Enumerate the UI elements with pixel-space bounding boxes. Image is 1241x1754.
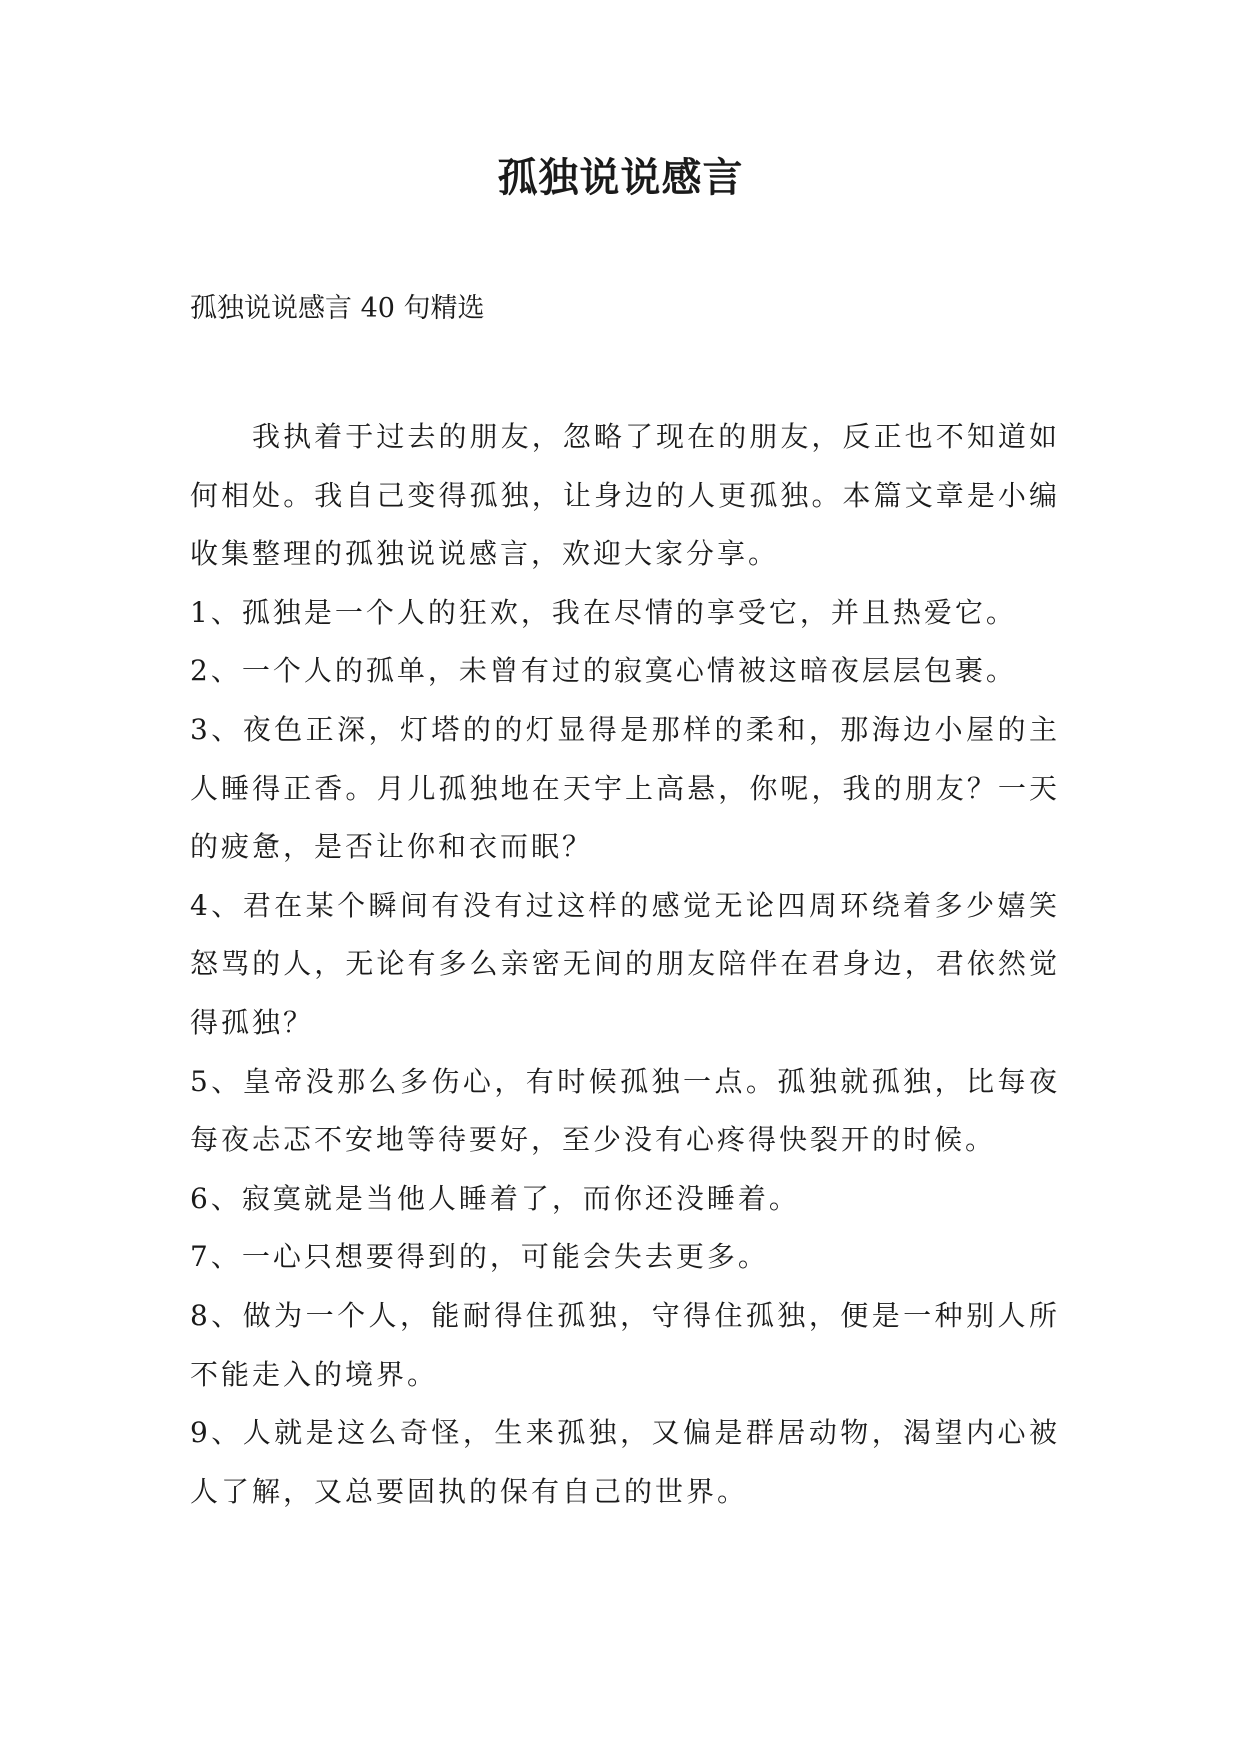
list-item: 1、孤独是一个人的狂欢，我在尽情的享受它，并且热爱它。 [190, 595, 1017, 629]
document-body [190, 408, 1060, 1521]
document-title: 孤独说说感言 [497, 154, 744, 201]
list-item: 5、皇帝没那么多伤心，有时候孤独一点。孤独就孤独，比每夜每夜忐忑不安地等待要好，至少没有心疼得快裂开的时候。 [190, 1064, 1060, 1157]
list-item: 6、寂寞就是当他人睡着了，而你还没睡着。 [190, 1181, 800, 1215]
list-item: 9、人就是这么奇怪，生来孤独，又偏是群居动物，渴望内心被人了解，又总要固执的保有自己的世界。 [190, 1416, 1060, 1508]
list-item: 8、做为一个人，能耐得住孤独，守得住孤独，便是一种别人所不能走入的境界。 [190, 1298, 1060, 1391]
list-item: 3、夜色正深，灯塔的的灯显得是那样的柔和，那海边小屋的主人睡得正香。月儿孤独地在天宇上高悬，你呢，我的朋友？一天的疲惫，是否让你和衣而眠？ [190, 712, 1060, 864]
intro-paragraph: 我执着于过去的朋友，忽略了现在的朋友，反正也不知道如何相处。我自己变得孤独，让身边的人更孤独。本篇文章是小编收集整理的孤独说说感言，欢迎大家分享。 [190, 420, 1060, 571]
list-item: 4、君在某个瞬间有没有过这样的感觉无论四周环绕着多少嬉笑怒骂的人，无论有多么亲密无间的朋友陪伴在君身边，君依然觉得孤独？ [190, 888, 1060, 1039]
list-item: 2、一个人的孤单，未曾有过的寂寞心情被这暗夜层层包裹。 [190, 654, 1017, 688]
list-item: 7、一心只想要得到的，可能会失去更多。 [190, 1240, 769, 1274]
document-subtitle: 孤独说说感言 40 句精选 [190, 293, 485, 324]
